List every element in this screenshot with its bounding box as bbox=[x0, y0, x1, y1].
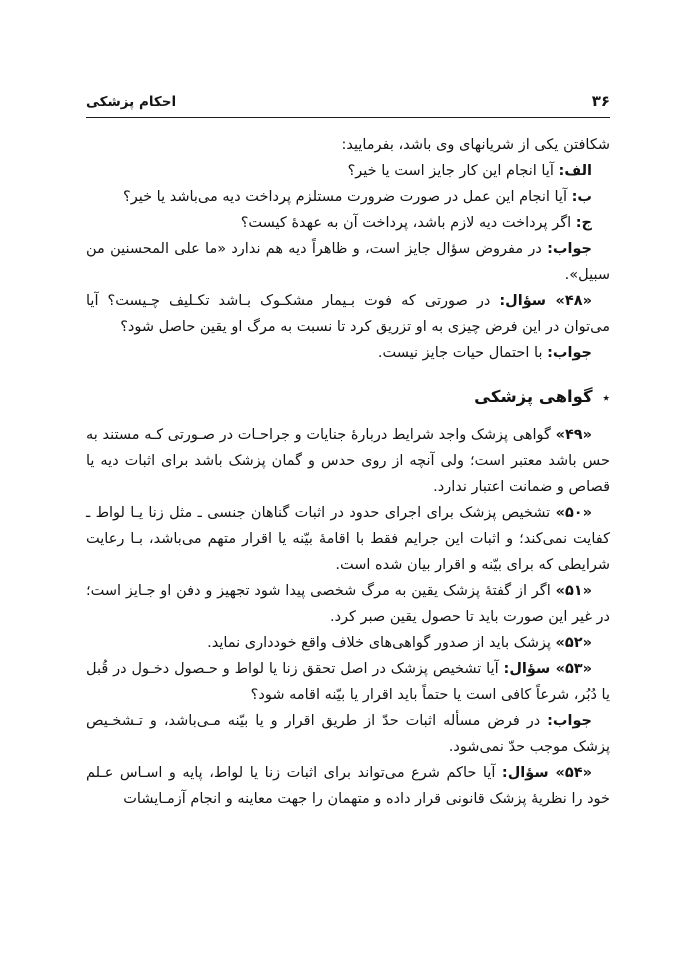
ruling-51 bbox=[86, 578, 610, 630]
paragraph-text: آیا حاکم شرع می‌تواند برای اثبات زنا یا لواط، پایه و اسـاس عـلم خود را نظریهٔ پزشک قانونی قرار داده و متهمان را جهت معاینه و انجام آزمـایشات bbox=[86, 765, 610, 807]
paragraph-lead: «۵۱» bbox=[555, 583, 593, 599]
paragraph-text: آیا تشخیص پزشک در اصل تحقق زنا یا لواط و حـصول دخـول در قُبل یا دُبُر، شرعاً کافی است یا حتماً باید اقرار یا بیّنه اقامه شود؟ bbox=[86, 661, 610, 703]
paragraph-lead: «۵۳» سؤال: bbox=[503, 661, 593, 677]
paragraph-lead: «۵۴» سؤال: bbox=[501, 765, 592, 781]
paragraph-text: آیا انجام این کار جایز است یا خیر؟ bbox=[347, 163, 554, 179]
paragraph-lead: ج: bbox=[575, 215, 592, 231]
header-rule bbox=[86, 117, 610, 118]
ruling-49 bbox=[86, 422, 610, 500]
paragraph-text: تشخیص پزشک برای اجرای حدود در اثبات گناهان جنسی ـ مثل زنا یـا لواط ـ کفایت نمی‌کند؛ و اثبات این جرایم فقط با اقامهٔ بیّنه یا اقرار متهم می‌باشد، بـا رعایت شرایطی که برای بیّنه و اقرار بیان شده است. bbox=[86, 505, 610, 573]
paragraph-text: در فرض مسأله اثبات حدّ از طریق اقرار و یا بیّنه مـی‌باشد، و تـشخـیص پزشک موجب حدّ نمی‌شود. bbox=[86, 713, 610, 755]
paragraph-text: با احتمال حیات جایز نیست. bbox=[377, 345, 543, 361]
question-item-j bbox=[86, 210, 610, 236]
running-header-title: احکام پزشکی bbox=[86, 94, 177, 110]
paragraph-text: اگر پرداخت دیه لازم باشد، پرداخت آن به عهدهٔ کیست؟ bbox=[240, 215, 572, 231]
paragraph-text: شکافتن یکی از شریانهای وی باشد، بفرمایید: bbox=[341, 137, 610, 153]
question-54 bbox=[86, 760, 610, 812]
paragraph-lead: ب: bbox=[571, 189, 592, 205]
ruling-52 bbox=[86, 630, 610, 656]
answer-53 bbox=[86, 708, 610, 760]
paragraph-text: در صورتی که فوت بـیمار مشکـوک بـاشد تکـلیف چـیست؟ آیا می‌توان در این فرض چیزی به او تزریق کرد تا نسبت به مرگ او یقین حاصل شود؟ bbox=[86, 293, 610, 335]
paragraph-text: در مفروض سؤال جایز است، و ظاهراً دیه هم ندارد «ما علی المحسنین من سبیل». bbox=[86, 241, 610, 283]
paragraph-lead: جواب: bbox=[547, 713, 592, 729]
paragraph-lead: «۴۹» bbox=[555, 427, 593, 443]
paragraph-lead: «۵۲» bbox=[555, 635, 592, 651]
question-item-a bbox=[86, 158, 610, 184]
paragraph-lead: جواب: bbox=[547, 345, 592, 361]
page-number: ۳۶ bbox=[591, 92, 610, 110]
paragraph-lead: «۵۰» bbox=[555, 505, 593, 521]
answer-paragraph bbox=[86, 236, 610, 288]
page-content bbox=[86, 132, 610, 812]
paragraph-text: آیا انجام این عمل در صورت ضرورت مستلزم پرداخت دیه می‌باشد یا خیر؟ bbox=[123, 189, 568, 205]
answer-48 bbox=[86, 340, 610, 366]
continuation-paragraph bbox=[86, 132, 610, 158]
section-heading bbox=[86, 382, 610, 413]
paragraph-text: پزشک باید از صدور گواهی‌های خلاف واقع خودداری نماید. bbox=[207, 635, 551, 651]
paragraph-lead: «۴۸» سؤال: bbox=[499, 293, 592, 309]
paragraph-lead: جواب: bbox=[547, 241, 592, 257]
question-48 bbox=[86, 288, 610, 340]
paragraph-text: اگر از گفتهٔ پزشک یقین به مرگ شخصی پیدا شود تجهیز و دفن او جـایز است؛ در غیر این صورت باید تا حصول یقین صبر کرد. bbox=[86, 583, 610, 625]
paragraph-text: گواهی پزشک واجد شرایط دربارهٔ جنایات و جراحـات در صـورتی کـه مستند به حس باشد معتبر است؛ ولی آنچه از روی حدس و گمان پزشک باشد برای اثبات دیه یا قصاص و ضمانت اعتبار ندارد. bbox=[86, 427, 610, 495]
section-heading-label: گواهی پزشکی bbox=[474, 387, 599, 406]
paragraph-lead: الف: bbox=[558, 163, 592, 179]
question-item-b bbox=[86, 184, 610, 210]
question-53 bbox=[86, 656, 610, 708]
section-star-icon: ٭ bbox=[602, 390, 610, 406]
page-header bbox=[86, 92, 610, 117]
ruling-50 bbox=[86, 500, 610, 578]
